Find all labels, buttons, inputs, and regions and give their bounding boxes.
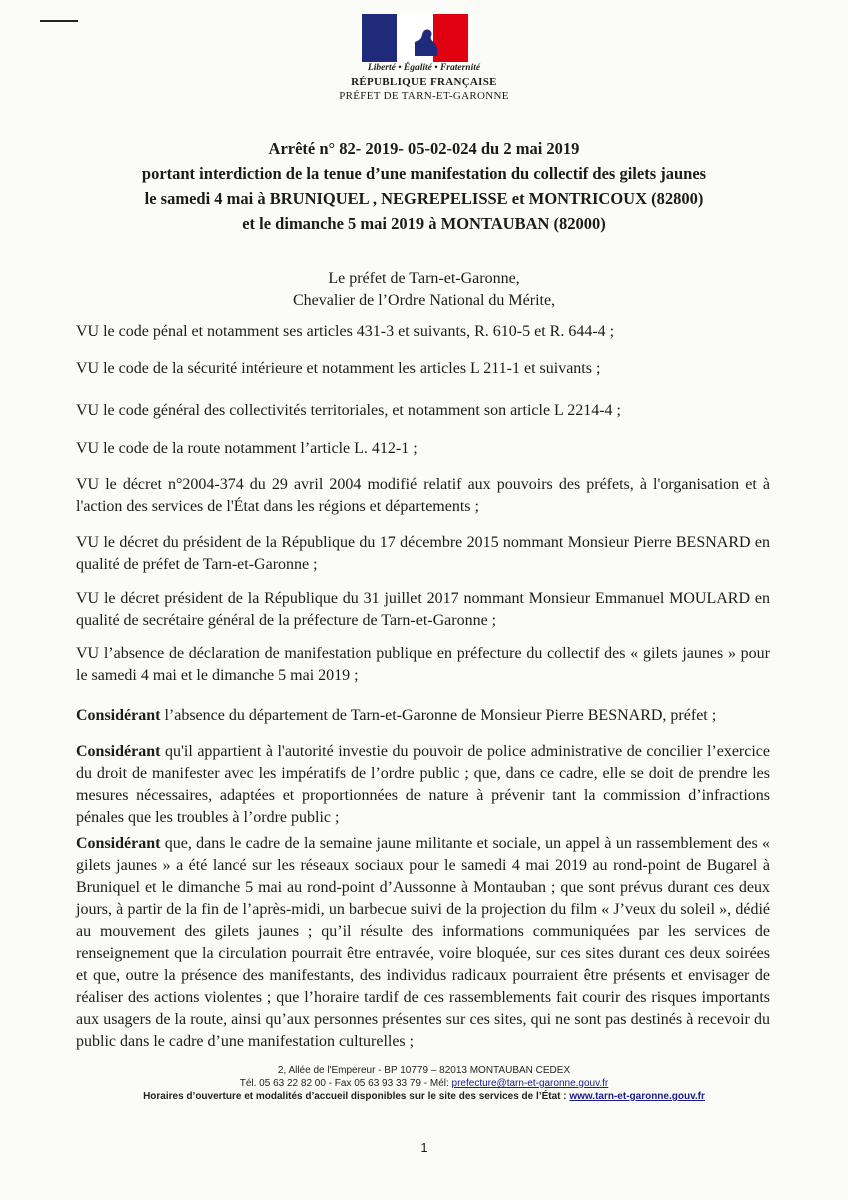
- footer-email-link[interactable]: prefecture@tarn-et-garonne.gouv.fr: [451, 1078, 609, 1089]
- decree-title-line: et le dimanche 5 mai 2019 à MONTAUBAN (82000): [242, 214, 606, 233]
- marianne-logo: [362, 14, 468, 62]
- footer-hours: [0, 1091, 848, 1102]
- visa-paragraph: VU l’absence de déclaration de manifestation publique en préfecture du collectif des « gilets jaunes » pour le samedi 4 mai et le dimanche 5 mai 2019 ;: [76, 645, 770, 684]
- signatory: [0, 268, 848, 312]
- considerant-paragraph: [76, 705, 770, 727]
- republic-name: RÉPUBLIQUE FRANÇAISE: [351, 76, 497, 88]
- flag-white-band: [397, 14, 432, 62]
- decree-title-line: le samedi 4 mai à BRUNIQUEL , NEGREPELISSE et MONTRICOUX (82800): [144, 189, 704, 208]
- footer-hours-text: Horaires d’ouverture et modalités d’accueil disponibles sur le site des services de l’État :: [143, 1091, 570, 1102]
- signatory-line: Chevalier de l’Ordre National du Mérite,: [292, 292, 556, 309]
- prefecture-name: PRÉFET DE TARN-ET-GARONNE: [339, 90, 509, 102]
- visa-paragraph: VU le code général des collectivités territoriales, et notamment son article L 2214-4 ;: [76, 402, 621, 419]
- considerant-lead: Considérant: [76, 743, 161, 760]
- visa-paragraph: VU le code de la route notamment l’article L. 412-1 ;: [76, 440, 418, 457]
- footer-phone: Tél. 05 63 22 82 00 - Fax 05 63 93 33 79 - Mél:: [239, 1078, 452, 1089]
- flag-blue-band: [362, 14, 397, 62]
- marianne-profile-icon: [415, 20, 441, 56]
- republic-motto: Liberté • Égalité • Fraternité: [367, 63, 481, 73]
- footer-website-link[interactable]: www.tarn-et-garonne.gouv.fr: [569, 1091, 705, 1102]
- signatory-line: Le préfet de Tarn-et-Garonne,: [328, 270, 520, 287]
- considerant-text: que, dans le cadre de la semaine jaune militante et sociale, un appel à un rassemblement des « gilets jaunes » a été lancé sur les réseaux sociaux pour le samedi 4 mai 2019 au rond-point de Bugarel à Bruniquel et le dimanche 5 mai au rond-point d’Aussonne à Montauban ; que sont prévus durant ces deux jours, à partir de la fin de l’après-midi, un barbecue suivi de la projection du film « J’veux du soleil », dédié au mouvement des gilets jaunes ; qu’il résulte des informations communiquées par les services de renseignement que la circulation pourrait être entravée, voire bloquée, sur ces sites durant ces deux soirées et que, outre la présence des manifestants, des individus radicaux pourraient être présents et envisager de réaliser des actions violentes ; que l’horaire tardif de ces rassemblements fait courir des risques importants aux usagers de la route, ainsi qu’aux personnes présentes sur ces sites, qui ne sont pas destinés à recevoir du public dans le cadre d’une manifestation culturelles ;: [76, 835, 770, 1050]
- visa-paragraph: VU le décret président de la République du 31 juillet 2017 nommant Monsieur Emmanuel MOULARD en qualité de secrétaire général de la préfecture de Tarn-et-Garonne ;: [76, 590, 770, 629]
- footer-contact: [0, 1078, 848, 1089]
- considerant-lead: Considérant: [76, 835, 161, 852]
- considerant-text: l’absence du département de Tarn-et-Garonne de Monsieur Pierre BESNARD, préfet ;: [160, 707, 717, 724]
- visa-paragraph: VU le décret n°2004-374 du 29 avril 2004 modifié relatif aux pouvoirs des préfets, à l'organisation et à l'action des services de l'État dans les régions et départements ;: [76, 476, 770, 515]
- corner-mark: [40, 20, 78, 22]
- considerant-paragraph: [76, 741, 770, 829]
- visa-paragraph: VU le décret du président de la République du 17 décembre 2015 nommant Monsieur Pierre BESNARD en qualité de préfet de Tarn-et-Garonne ;: [76, 534, 770, 573]
- decree-title-line: Arrêté n° 82- 2019- 05-02-024 du 2 mai 2019: [268, 139, 580, 158]
- considerant-lead: Considérant: [76, 707, 161, 724]
- decree-title: [0, 136, 848, 236]
- decree-title-line: portant interdiction de la tenue d’une manifestation du collectif des gilets jaunes: [141, 164, 707, 183]
- visa-paragraph: VU le code de la sécurité intérieure et notamment les articles L 211-1 et suivants ;: [76, 360, 601, 377]
- page-number: 1: [420, 1140, 428, 1155]
- considerant-text: qu'il appartient à l'autorité investie du pouvoir de police administrative de concilier l’exercice du droit de manifester avec les impératifs de l’ordre public ; que, dans ce cadre, elle se doit de prendre les mesures nécessaires, adaptées et proportionnées de nature à prévenir tant la commission d’infractions pénales que les troubles à l’ordre public ;: [76, 743, 770, 826]
- visa-paragraph: VU le code pénal et notamment ses articles 431-3 et suivants, R. 610-5 et R. 644-4 ;: [76, 323, 615, 340]
- footer-address: 2, Allée de l'Empereur - BP 10779 – 82013 MONTAUBAN CEDEX: [277, 1065, 571, 1076]
- considerant-paragraph: [76, 833, 770, 1053]
